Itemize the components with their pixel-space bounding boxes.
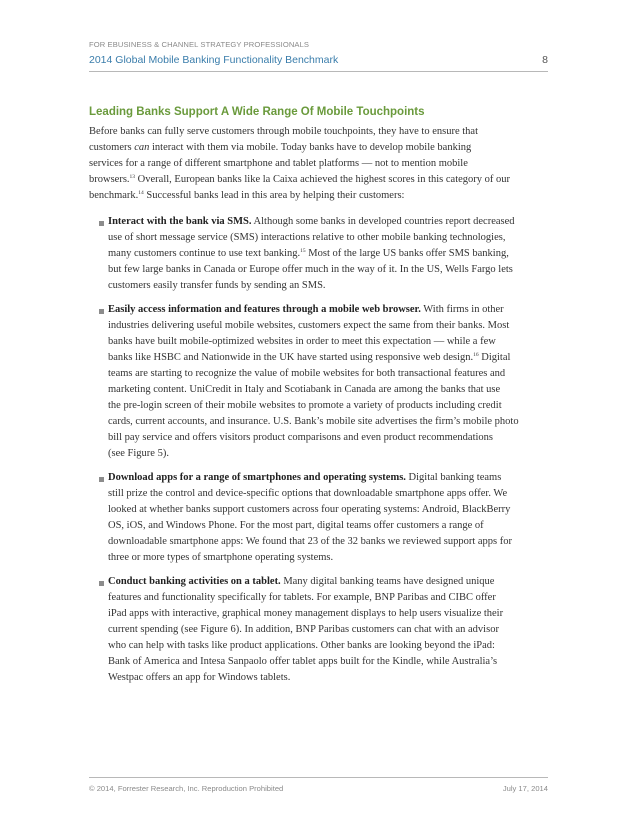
bullet-lead: Download apps for a range of smartphones and operating systems. <box>108 472 406 483</box>
intro-line: services for a range of different smartphone and tablet platforms — not to mention mobile <box>89 158 468 169</box>
section-heading: Leading Banks Support A Wide Range Of Mobile Touchpoints <box>89 106 425 118</box>
bullet-item-mobile-web: Easily access information and features through a mobile web browser. With firms in other industries delivering useful mobile websites, customers expect the same from their banks. Most banks have built mobile-optimized websites in order to meet this expectation — while a few banks like HSBC and Nationwide in the UK have started using responsive web design.$^{16}$ Digital teams are starting to recognize the value of mobile websites for both transactional features and marketing content. UniCredit in Italy and Scotiabank in Canada are among the banks that use the pre-login screen of their mobile websites to promote a variety of products including credit cards, current accounts, and insurance. U.S. Bank’s mobile site advertises the firm’s mobile photo bill pay service and offers visitors product comparisons and even product recommendations (see Figure 5). <box>108 304 519 459</box>
bullet-item-sms: Interact with the bank via SMS. Although some banks in developed countries report decreased use of short message service (SMS) interactions relative to other mobile banking technologies, many customers continue to use text banking.$^{15}$ Most of the large US banks offer SMS banking, but few large banks in Canada or Europe offer much in the way of it. In the US, Wells Fargo lets customers easily transfer funds by sending an SMS. <box>108 216 515 291</box>
bullet-square-icon <box>99 309 104 314</box>
bullet-item-tablet: Conduct banking activities on a tablet. Many digital banking teams have designed unique features and functionality specifically for tablets. For example, BNP Paribas and CIBC offer iPad apps with interactive, graphical money management displays to help users visualize their current spending (see Figure 6). In addition, BNP Paribas customers can chat with an advisor who can help with tasks like product applications. Other banks are looking beyond the iPad: Bank of America and Intesa Sanpaolo offer tablet apps built for the Kindle, while Australia’s Westpac offers an app for Windows tablets. <box>108 576 504 683</box>
bullet-lead: Conduct banking activities on a tablet. <box>108 576 281 587</box>
intro-paragraph <box>89 124 559 204</box>
emphasis: can <box>134 142 150 153</box>
bullet-lead: Easily access information and features through a mobile web browser. <box>108 304 421 315</box>
footer-divider <box>89 777 548 778</box>
endnote-ref[interactable]: 14 <box>138 190 144 196</box>
bullet-square-icon <box>99 581 104 586</box>
endnote-ref[interactable]: 15 <box>300 248 306 254</box>
endnote-ref[interactable]: 16 <box>473 352 479 358</box>
bullet-square-icon <box>99 477 104 482</box>
header-divider <box>89 71 548 72</box>
publication-date: July 17, 2014 <box>502 784 548 793</box>
intro-line: benchmark.$^{14}$ Successful banks lead in this area by helping their customers: <box>89 190 405 201</box>
bullet-square-icon <box>99 221 104 226</box>
intro-line: Before banks can fully serve customers through mobile touchpoints, they have to ensure that <box>89 126 478 137</box>
header-kicker: FOR EBUSINESS & CHANNEL STRATEGY PROFESSIONALS <box>89 40 310 49</box>
bullet-item-smartphone-apps: Download apps for a range of smartphones and operating systems. Digital banking teams still prize the control and device-specific options that downloadable smartphone apps offer. We looked at whether banks support customers across four operating systems: Android, BlackBerry OS, iOS, and Windows Phone. For the most part, digital teams offer customers a range of downloadable smartphone apps: We found that 23 of the 32 banks we reviewed support apps for three or more types of smartphone operating systems. <box>108 472 512 563</box>
intro-line: customers can interact with them via mobile. Today banks have to develop mobile banking <box>89 142 472 153</box>
page-number: 8 <box>542 54 548 66</box>
copyright-notice: © 2014, Forrester Research, Inc. Reproduction Prohibited <box>89 784 284 793</box>
report-title: 2014 Global Mobile Banking Functionality Benchmark <box>89 54 339 66</box>
intro-line: browsers.$^{13}$ Overall, European banks like la Caixa achieved the highest scores in this category of our <box>89 174 511 185</box>
bullet-lead: Interact with the bank via SMS. <box>108 216 252 227</box>
endnote-ref[interactable]: 13 <box>129 174 136 180</box>
